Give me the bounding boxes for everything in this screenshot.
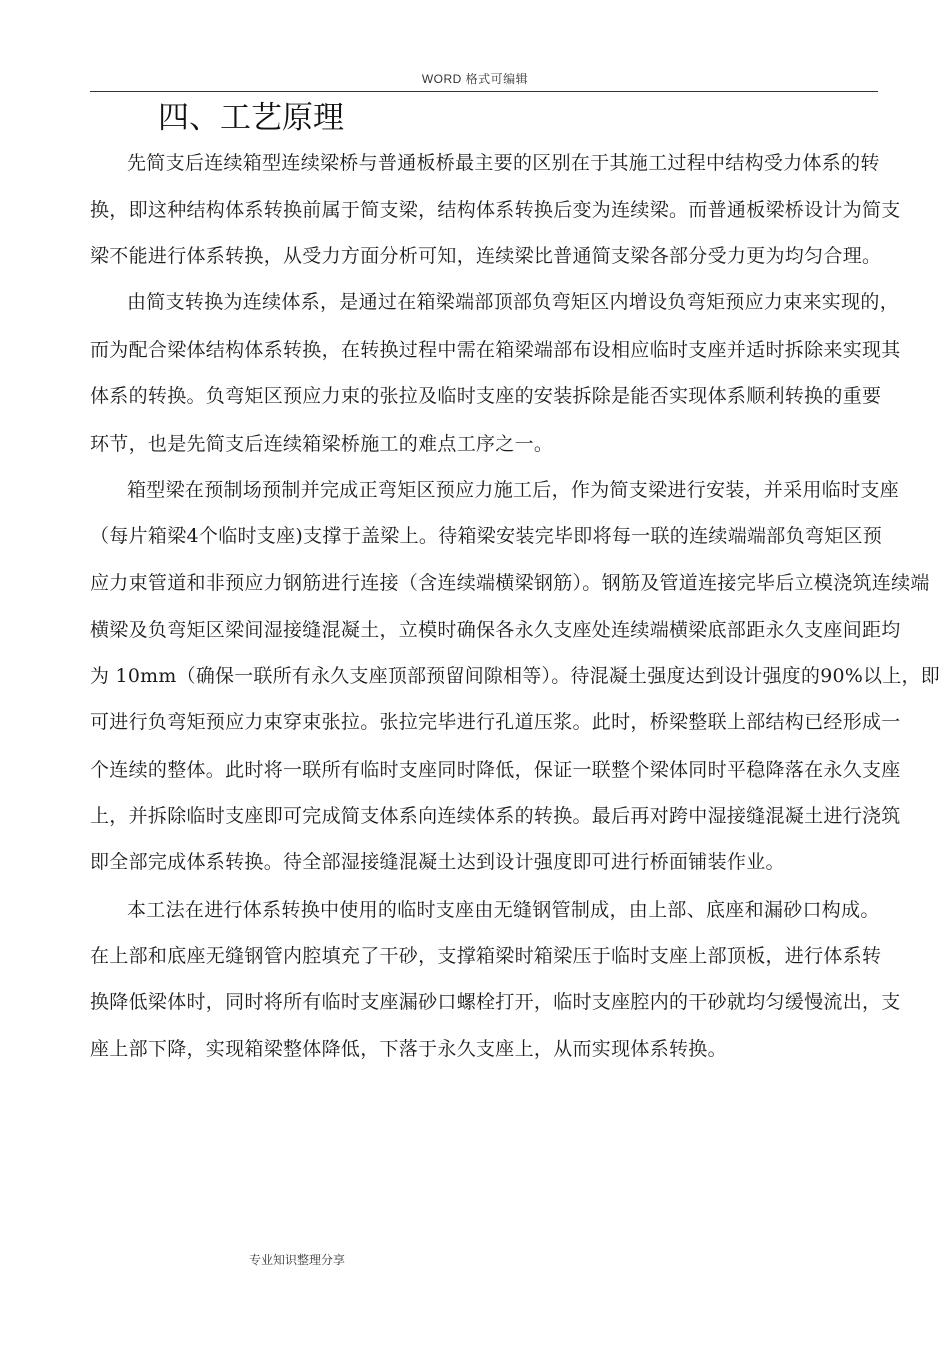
header-text: WORD 格式可编辑 [421,72,529,86]
header-divider [90,91,878,92]
paragraph-3-line-9: 即全部完成体系转换。待全部湿接缝混凝土达到设计强度即可进行桥面铺装作业。 [90,851,785,873]
paragraph-3-line-6: 可进行负弯矩预应力束穿束张拉。张拉完毕进行孔道压浆。此时，桥梁整联上部结构已经形成一 [90,711,901,733]
paragraph-4-line-3: 换降低梁体时，同时将所有临时支座漏砂口螺栓打开，临时支座腔内的干砂就均匀缓慢流出，支 [90,991,901,1013]
paragraph-4-line-1: 本工法在进行体系转换中使用的临时支座由无缝钢管制成，由上部、底座和漏砂口构成。 [127,899,880,921]
paragraph-2-line-2: 而为配合梁体结构体系转换，在转换过程中需在箱梁端部布设相应临时支座并适时拆除来实现其 [90,339,901,361]
paragraph-3-line-2: （每片箱梁4个临时支座)支撑于盖梁上。待箱梁安装完毕即将每一联的连续端端部负弯矩区预 [90,525,883,547]
paragraph-3-line-7: 个连续的整体。此时将一联所有临时支座同时降低，保证一联整个梁体同时平稳降落在永久支座 [90,759,901,781]
paragraph-1-line-1: 先简支后连续箱型连续梁桥与普通板桥最主要的区别在于其施工过程中结构受力体系的转 [127,152,880,174]
paragraph-3-line-8: 上，并拆除临时支座即可完成简支体系向连续体系的转换。最后再对跨中湿接缝混凝土进行浇筑 [90,805,901,827]
paragraph-1-line-3: 梁不能进行体系转换，从受力方面分析可知，连续梁比普通简支梁各部分受力更为均匀合理。 [90,245,882,267]
paragraph-2-line-4: 环节，也是先简支后连续箱梁桥施工的难点工序之一。 [90,433,554,455]
paragraph-2-line-3: 体系的转换。负弯矩区预应力束的张拉及临时支座的安装拆除是能否实现体系顺利转换的重要 [90,385,882,407]
paragraph-3-line-5: 为 10mm（确保一联所有永久支座顶部预留间隙相等）。待混凝土强度达到设计强度的90%以上，即 [90,665,940,687]
paragraph-3-line-3: 应力束管道和非预应力钢筋进行连接（含连续端横梁钢筋）。钢筋及管道连接完毕后立模浇筑连续端 [90,572,930,594]
paragraph-3-line-1: 箱型梁在预制场预制并完成正弯矩区预应力施工后，作为简支梁进行安装，并采用临时支座 [127,479,900,501]
paragraph-4-line-2: 在上部和底座无缝钢管内腔填充了干砂，支撑箱梁时箱梁压于临时支座上部顶板，进行体系转 [90,945,882,967]
page-footer: 专业知识整理分享 [249,1253,346,1267]
paragraph-4-line-4: 座上部下降，实现箱梁整体降低，下落于永久支座上，从而实现体系转换。 [90,1038,727,1060]
paragraph-1-line-2: 换，即这种结构体系转换前属于简支梁，结构体系转换后变为连续梁。而普通板梁桥设计为简支 [90,199,901,221]
paragraph-3-line-4: 横梁及负弯矩区梁间湿接缝混凝土，立模时确保各永久支座处连续端横梁底部距永久支座间距均 [90,619,901,641]
section-title: 四、工艺原理 [158,100,344,136]
paragraph-2-line-1: 由简支转换为连续体系，是通过在箱梁端部顶部负弯矩区内增设负弯矩预应力束来实现的， [127,291,900,313]
